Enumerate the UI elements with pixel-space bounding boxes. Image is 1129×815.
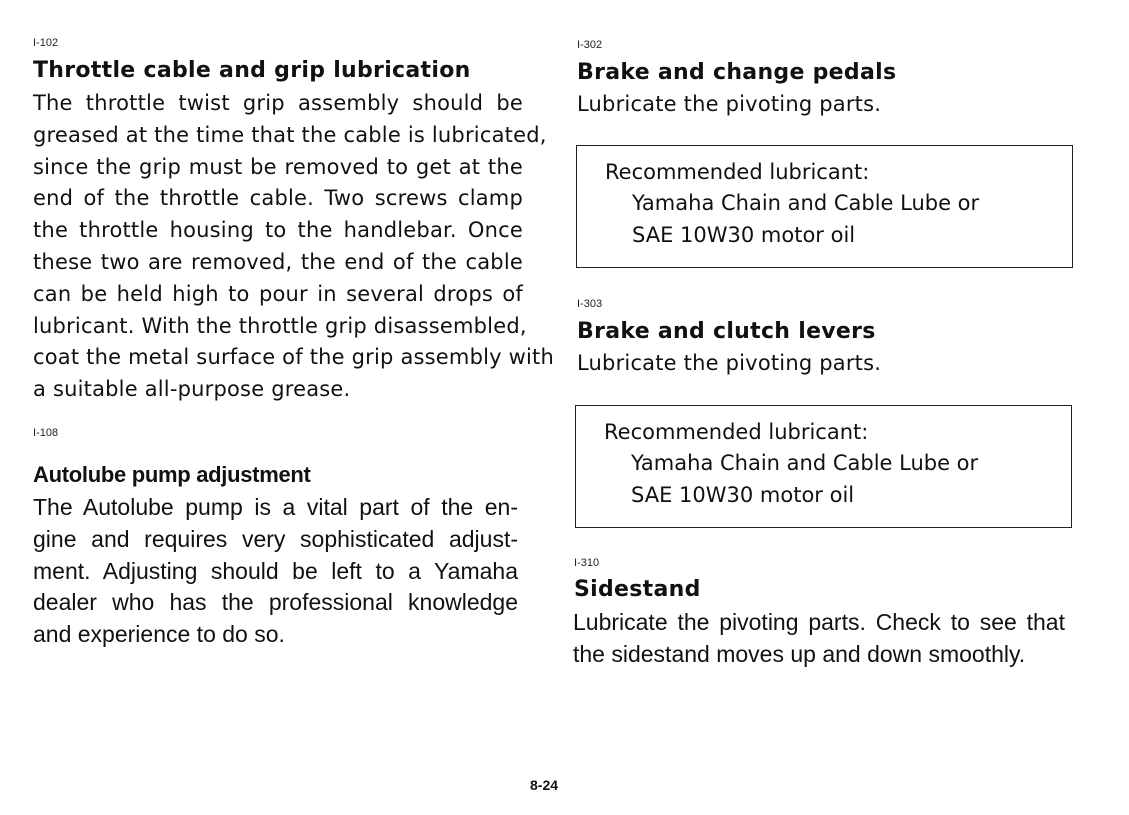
body-line: dealer who has the professional knowledge — [33, 589, 518, 616]
body-line: greased at the time that the cable is lubricated, — [33, 122, 547, 147]
body-line: since the grip must be removed to get at the — [33, 154, 523, 179]
lubricant-line: SAE 10W30 motor oil — [631, 483, 855, 507]
body-line: and experience to do so. — [33, 621, 285, 648]
section-code: I-108 — [33, 427, 59, 439]
section-body — [33, 492, 518, 651]
body-line: lubricant. With the throttle grip disassembled, — [33, 313, 527, 338]
section-body — [577, 348, 881, 380]
lubricant-box — [576, 145, 1073, 268]
section-body — [577, 89, 881, 121]
body-line: Lubricate the pivoting parts. — [577, 351, 882, 375]
section-title: Sidestand — [574, 577, 701, 602]
lubricant-line: SAE 10W30 motor oil — [632, 223, 856, 247]
body-line: The throttle twist grip assembly should be — [33, 91, 523, 115]
body-line: these two are removed, the end of the cable — [33, 249, 523, 274]
section-code: I-310 — [574, 557, 600, 569]
lubricant-box — [575, 405, 1072, 528]
lubricant-label: Recommended lubricant: — [604, 420, 869, 444]
body-line: the sidestand moves up and down smoothly. — [573, 640, 1026, 667]
body-line: Lubricate the pivoting parts. Check to see that — [573, 609, 1065, 635]
section-body — [33, 88, 554, 406]
body-line: gine and requires very sophisticated adjust- — [33, 525, 518, 552]
section-code: I-102 — [33, 37, 59, 49]
lubricant-line: Yamaha Chain and Cable Lube or — [631, 451, 979, 475]
body-line: the throttle housing to the handlebar. Once — [33, 218, 523, 243]
lubricant-line: Yamaha Chain and Cable Lube or — [632, 191, 980, 215]
section-body — [573, 607, 1065, 671]
section-title: Brake and clutch levers — [577, 319, 876, 344]
body-line: coat the metal surface of the grip assembly with — [33, 345, 554, 370]
body-line: ment. Adjusting should be left to a Yamaha — [33, 557, 518, 584]
section-code: I-303 — [577, 298, 603, 310]
body-line: Lubricate the pivoting parts. — [577, 92, 882, 116]
body-line: end of the throttle cable. Two screws clamp — [33, 186, 523, 211]
section-title: Throttle cable and grip lubrication — [33, 58, 471, 83]
body-line: can be held high to pour in several drops of — [33, 281, 523, 306]
page-number: 8-24 — [530, 777, 559, 793]
body-line: a suitable all-purpose grease. — [33, 377, 351, 402]
section-title: Autolube pump adjustment — [33, 462, 311, 487]
lubricant-label: Recommended lubricant: — [605, 160, 870, 184]
body-line: The Autolube pump is a vital part of the en- — [33, 494, 518, 520]
section-title: Brake and change pedals — [577, 60, 897, 85]
section-code: I-302 — [577, 39, 603, 51]
